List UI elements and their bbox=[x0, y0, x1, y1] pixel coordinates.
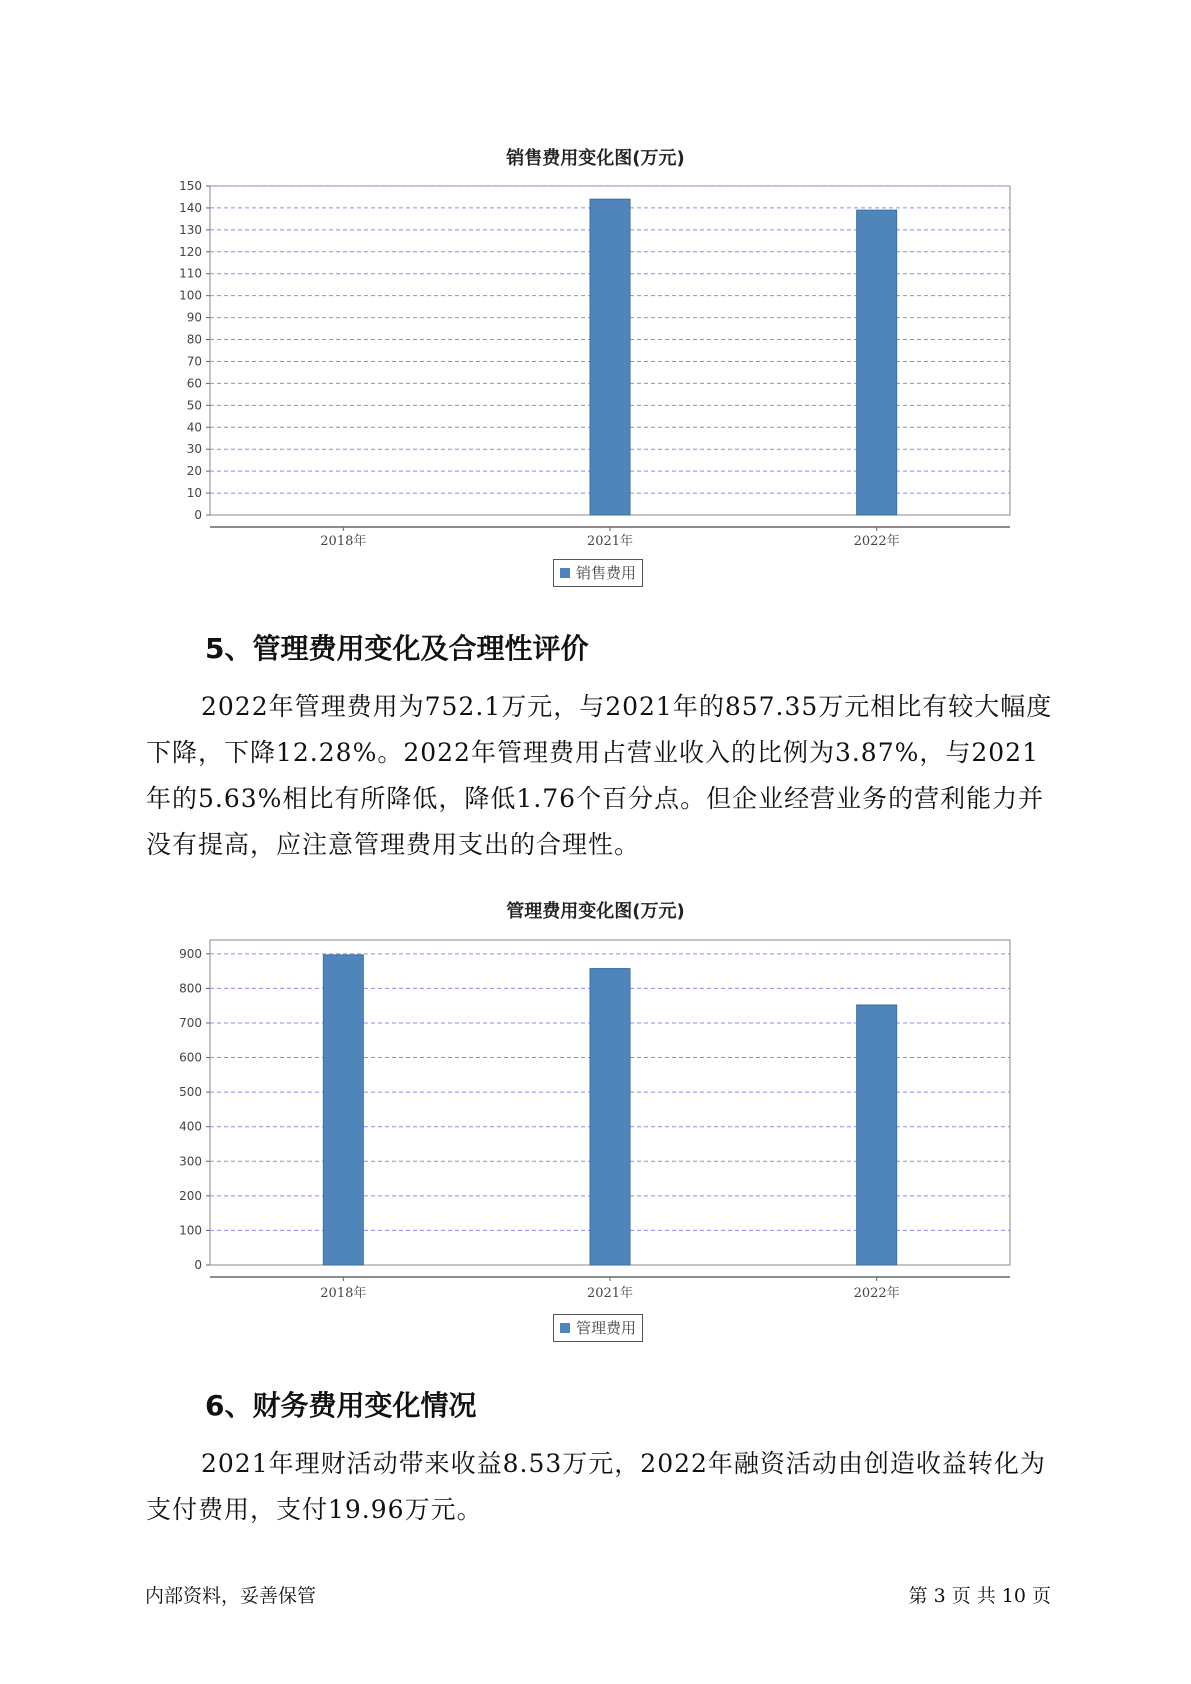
x-category-label: 2021年 bbox=[586, 1286, 634, 1301]
bar-2022年 bbox=[857, 210, 897, 515]
y-tick-label: 100 bbox=[179, 1223, 202, 1238]
y-tick-label: 600 bbox=[179, 1050, 202, 1065]
y-tick-label: 700 bbox=[179, 1015, 202, 1030]
bar-2018年 bbox=[323, 955, 363, 1265]
legend-label-admin: 管理费用 bbox=[576, 1319, 637, 1337]
x-category-label: 2022年 bbox=[853, 534, 900, 549]
y-tick-label: 30 bbox=[186, 442, 202, 457]
y-tick-label: 80 bbox=[186, 332, 202, 347]
y-tick-label: 50 bbox=[186, 398, 202, 413]
y-tick-label: 10 bbox=[186, 486, 202, 501]
x-category-label: 2018年 bbox=[320, 1286, 367, 1301]
y-tick-label: 150 bbox=[179, 179, 202, 193]
chart-title-admin: 管理费用变化图(万元) bbox=[506, 901, 685, 922]
legend-sales bbox=[553, 559, 643, 587]
y-tick-label: 90 bbox=[186, 310, 202, 325]
y-tick-label: 120 bbox=[179, 244, 202, 259]
y-tick-label: 900 bbox=[179, 946, 202, 961]
bar-2021年 bbox=[590, 969, 630, 1265]
x-category-label: 2018年 bbox=[320, 534, 367, 549]
section-paragraph-6: 2021年理财活动带来收益8.53万元，2022年融资活动由创造收益转化为支付费用，支付19.96万元。 bbox=[146, 1449, 1046, 1524]
section-heading-6: 6、财务费用变化情况 bbox=[205, 1389, 477, 1422]
y-tick-label: 100 bbox=[179, 288, 202, 303]
y-tick-label: 200 bbox=[179, 1188, 202, 1203]
legend-admin bbox=[553, 1314, 643, 1342]
y-tick-label: 800 bbox=[179, 981, 202, 996]
y-tick-label: 0 bbox=[194, 1258, 202, 1272]
footer-confidential-note: 内部资料，妥善保管 bbox=[145, 1585, 317, 1607]
y-tick-label: 140 bbox=[179, 200, 202, 215]
y-tick-label: 20 bbox=[186, 464, 202, 479]
footer-page-number: 第 3 页 共 10 页 bbox=[908, 1585, 1051, 1607]
y-tick-label: 400 bbox=[179, 1119, 202, 1134]
y-tick-label: 70 bbox=[186, 354, 202, 369]
section-heading-5: 5、管理费用变化及合理性评价 bbox=[205, 632, 589, 665]
y-tick-label: 300 bbox=[179, 1154, 202, 1169]
legend-label-sales: 销售费用 bbox=[576, 564, 637, 582]
bar-2022年 bbox=[857, 1005, 897, 1265]
admin-expense-chart bbox=[0, 925, 1191, 1301]
x-category-label: 2021年 bbox=[586, 534, 634, 549]
x-category-label: 2022年 bbox=[853, 1286, 900, 1301]
sales-expense-chart bbox=[0, 170, 1191, 549]
y-tick-label: 0 bbox=[194, 508, 202, 522]
legend-swatch-sales bbox=[560, 568, 570, 578]
y-tick-label: 110 bbox=[179, 266, 202, 281]
section-paragraph-5: 2022年管理费用为752.1万元，与2021年的857.35万元相比有较大幅度下降，下降12.28%。2022年管理费用占营业收入的比例为3.87%，与2021年的5.63%相比有所降低，降低1.76个百分点。但企业经营业务的营利能力并没有提高，应注意管理费用支出的合理性。 bbox=[146, 692, 1053, 859]
y-tick-label: 500 bbox=[179, 1085, 202, 1100]
bar-2021年 bbox=[590, 199, 630, 515]
y-tick-label: 40 bbox=[186, 420, 202, 435]
y-tick-label: 130 bbox=[179, 222, 202, 237]
legend-swatch-admin bbox=[560, 1323, 570, 1333]
y-tick-label: 60 bbox=[186, 376, 202, 391]
chart-title-sales: 销售费用变化图(万元) bbox=[506, 148, 685, 169]
